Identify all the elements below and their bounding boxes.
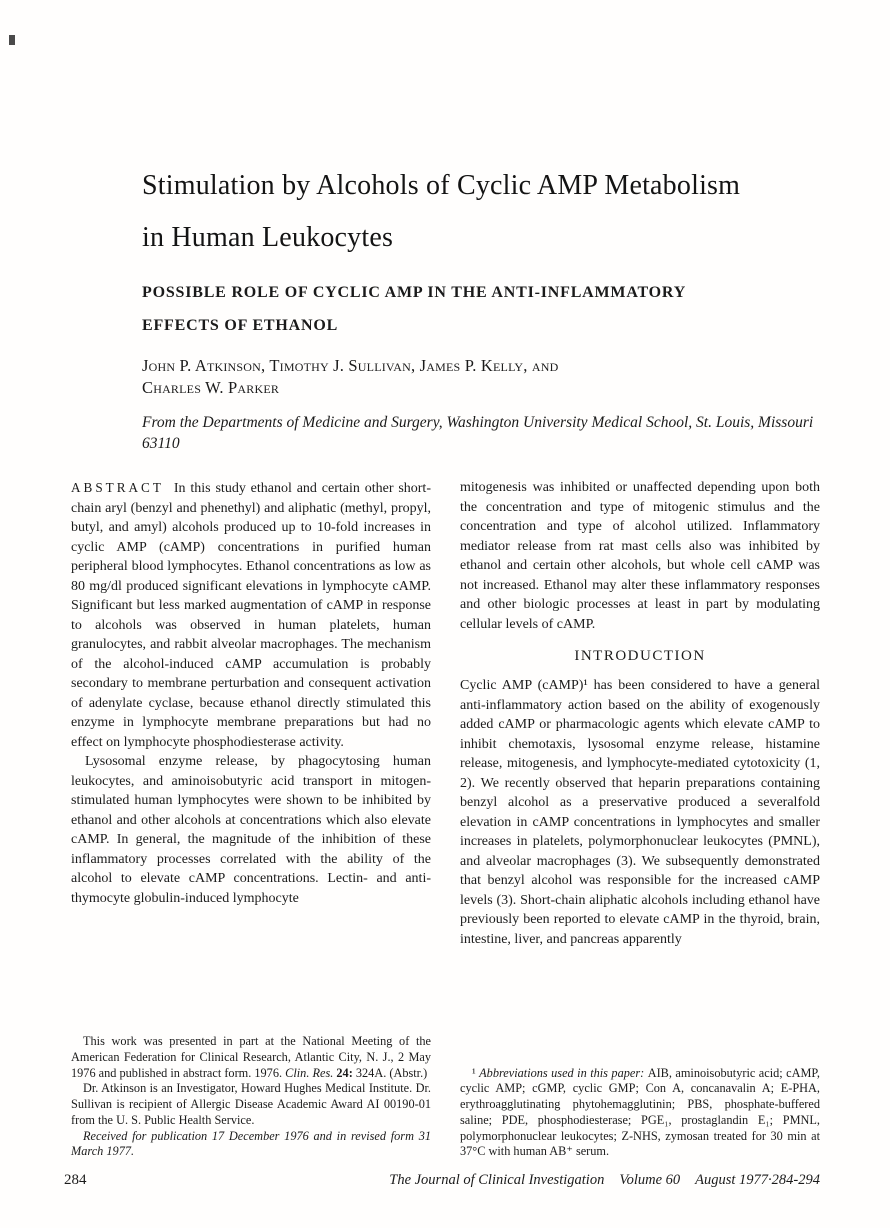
left-footnotes [71,1034,431,1160]
footnote-journal-abbrev: Clin. Res. [285,1065,337,1080]
abstract-paragraph-1-text: In this study ethanol and certain other short-chain aryl (benzyl and phenethyl) and aliphatic (methyl, propyl, butyl, and amyl) alcohols produced up to 10-fold increases in cyclic AMP (cAMP) concentrations in purified human peripheral blood lymphocytes. Ethanol concentrations as low as 80 mg/dl produced significant elevations in lymphocyte cAMP. Significant but less marked augmentation of cAMP in response to alcohols was observed in human platelets, human granulocytes, and rabbit alveolar macrophages. The mechanism of the alcohol-induced cAMP accumulation is probably secondary to membrane perturbation and consequent activation of adenylate cyclase, because ethanol directly stimulated this enzyme in lymphocyte membrane preparations but had no effect on lymphocyte phosphodiesterase activity. [71,481,431,750]
footnote-received: Received for publication 17 December 1976 and in revised form 31 March 1977. [71,1128,431,1159]
article-subtitle-line-1: POSSIBLE ROLE OF CYCLIC AMP IN THE ANTI-INFLAMMATORY [142,284,687,301]
left-column [71,478,431,1160]
abstract-paragraph-1 [71,478,431,752]
footnote-abbreviations-body: AIB, aminoisobutyric acid; cAMP, cyclic AMP; cGMP, cyclic GMP; Con A, concanavalin A; E-PHA, erythroagglutinating phytohemagglutinin; PBS, phosphate-buffered saline; PDE, phosphodiesterase; PGE₁, prostaglandin E₁; PMNL, polymorphonuclear leukocytes; Z-NHS, zymosan treated for 30 min at 37°C with human AB⁺ serum. [460,1065,820,1159]
journal-date-pages: August 1977·284-294 [695,1172,820,1188]
author-list-line-2: Charles W. Parker [142,378,280,397]
article-title-line-1: Stimulation by Alcohols of Cyclic AMP Metabolism [142,170,741,201]
right-footnotes [460,1066,820,1160]
scan-artifact [9,35,15,45]
article-title [142,160,832,264]
article-subtitle-line-2: EFFECTS OF ETHANOL [142,317,339,334]
footnote-abbreviations-lead: Abbreviations used in this paper: [479,1065,648,1080]
journal-name: The Journal of Clinical Investigation [389,1172,605,1188]
footnote-presentation-rest: 324A. (Abstr.) [352,1065,428,1080]
footnote-volume-number: 24: [336,1065,353,1080]
article-subtitle [142,276,832,342]
page-number: 284 [64,1172,87,1188]
author-list [142,355,832,399]
footnote-abbreviations [460,1066,820,1160]
footnote-marker: ¹ [472,1065,480,1080]
footnote-presentation-text: This work was presented in part at the National Meeting of the American Federation for Clinical Research, Atlantic City, N. J., 2 May 1976 and published in abstract form. 1976. [71,1034,431,1080]
page-footer [64,1172,820,1189]
article-header [142,160,832,454]
journal-citation [389,1172,820,1189]
introduction-heading: INTRODUCTION [574,648,706,664]
journal-volume: Volume 60 [619,1172,681,1188]
abstract-continuation-paragraph: mitogenesis was inhibited or unaffected depending upon both the concentration and type of mitogenic stimulus and the concentration and type of alcohol utilized. Inflammatory mediator release from rat mast cells also was inhibited by ethanol and certain other alcohols, but whole cell cAMP was not increased. Ethanol may alter these inflammatory responses and other biologic processes at least in part by modulating cellular levels of cAMP. [460,480,820,632]
author-list-line-1: John P. Atkinson, Timothy J. Sullivan, James P. Kelly, and [142,356,559,375]
footnote-support: Dr. Atkinson is an Investigator, Howard Hughes Medical Institute. Dr. Sullivan is recipient of Allergic Disease Academic Award AI 00190-01 from the U. S. Public Health Service. [71,1081,431,1127]
two-column-body [71,478,820,1160]
article-title-line-2: in Human Leukocytes [142,222,394,253]
abstract-paragraph-2: Lysosomal enzyme release, by phagocytosing human leukocytes, and aminoisobutyric acid transport in mitogen-stimulated human lymphocytes were shown to be inhibited by ethanol and other alcohols at concentrations which also elevate cAMP. In general, the magnitude of the inhibition of these inflammatory processes correlated with the ability of the alcohol to elevate cAMP concentrations. Lectin- and anti-thymocyte globulin-induced lymphocyte [71,754,431,906]
right-column [460,478,820,1160]
abstract-label: ABSTRACT [71,480,164,495]
introduction-paragraph-1: Cyclic AMP (cAMP)¹ has been considered to have a general anti-inflammatory action based on the ability of exogenously added cAMP or pharmacologic agents which elevate cAMP to inhibit chemotaxis, lysosomal enzyme release, histamine release, mitogenesis, and lymphocyte-mediated cytotoxicity (1, 2). We recently observed that heparin preparations containing benzyl alcohol as a preservative produced a severalfold elevation in cAMP concentrations in lymphocytes and smaller increases in platelets, polymorphonuclear leukocytes (PMNL), and alveolar macrophages (3). We subsequently demonstrated that benzyl alcohol was responsible for the increased cAMP levels (3). Short-chain aliphatic alcohols including ethanol have previously been reported to elevate cAMP in the thyroid, brain, intestine, liver, and pancreas apparently [460,678,820,947]
footnote-presentation [71,1034,431,1081]
affiliation: From the Departments of Medicine and Surgery, Washington University Medical School, St. Louis, Missouri 63110 [142,414,814,452]
